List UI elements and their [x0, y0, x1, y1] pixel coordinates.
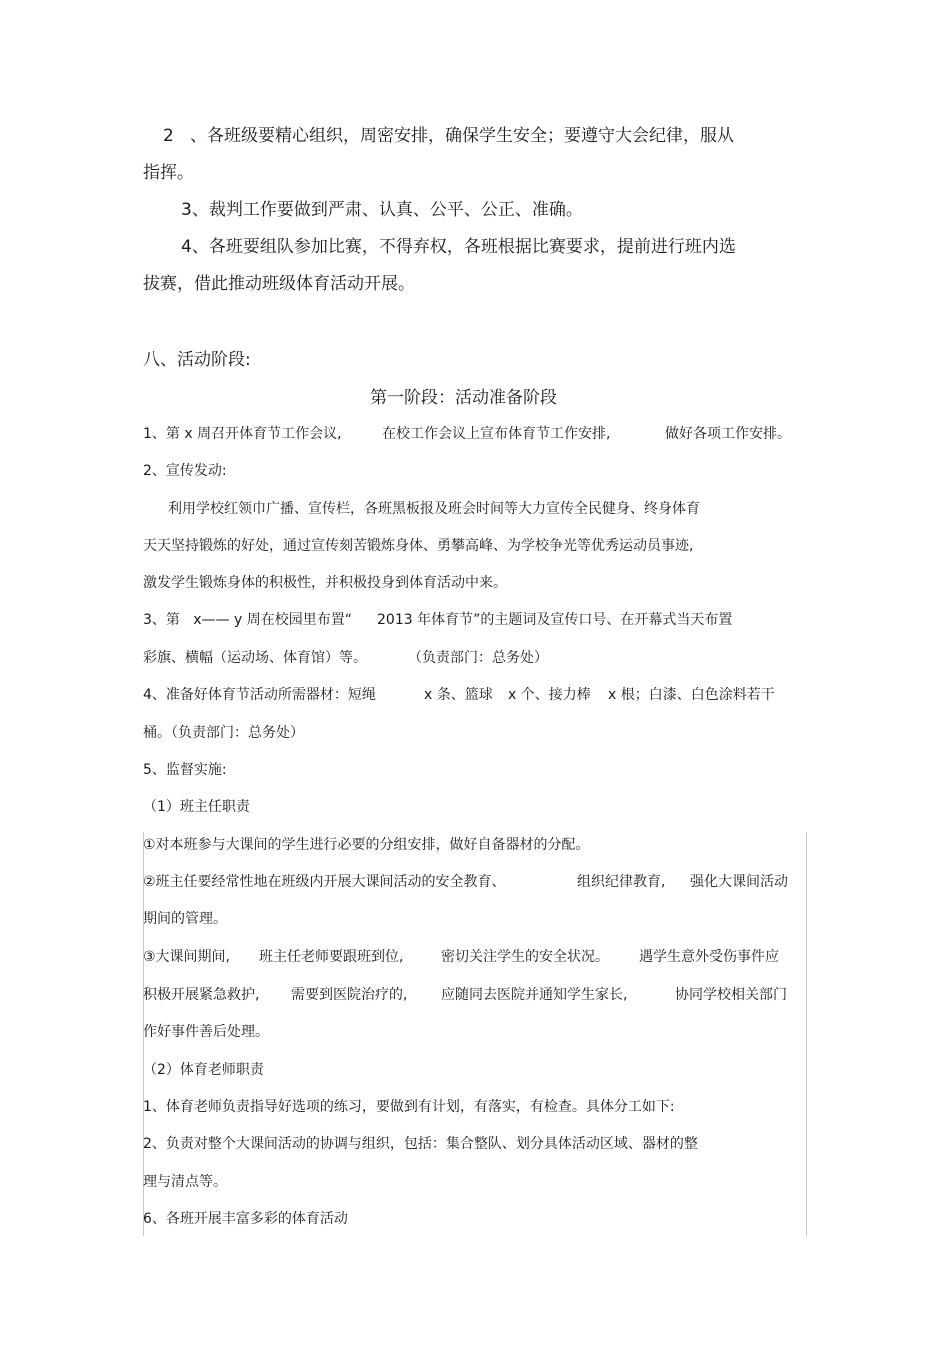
duty-2-title: （2）体育老师职责 — [143, 1062, 264, 1078]
duty-2-point-2-b: 理与清点等。 — [143, 1174, 227, 1190]
rule-2-text: 、各班级要精心组织，周密安排，确保学生安全；要遵守大会纪律，服从 — [190, 126, 734, 146]
item-3-part-c: 彩旗、横幅（运动场、体育馆）等。 — [143, 650, 367, 666]
rule-3-text: 3、裁判工作要做到严肃、认真、公平、公正、准确。 — [181, 200, 583, 220]
duty-1-point-3-c: 密切关注学生的安全状况。 — [441, 949, 609, 965]
vertical-rule-right — [806, 832, 807, 1236]
duty-1-point-2-b: 组织纪律教育, — [577, 874, 666, 890]
item-3-part-a: 3、第 x—— y 周在校园里布置“ — [143, 612, 352, 628]
duty-1-point-3-e: 积极开展紧急救护, — [143, 987, 260, 1003]
item-1-part-c: 做好各项工作安排。 — [665, 426, 791, 442]
duty-1-point-3-d: 遇学生意外受伤事件应 — [639, 949, 779, 965]
section-heading: 八、活动阶段: — [143, 350, 251, 370]
rule-2-continuation: 指挥。 — [143, 163, 194, 183]
duty-1-point-3-g: 应随同去医院并通知学生家长, — [441, 987, 628, 1003]
rule-4-text: 4、各班要组队参加比赛，不得弃权，各班根据比赛要求，提前进行班内选 — [181, 237, 736, 257]
rule-2-number: 2 — [163, 126, 174, 146]
duty-1-point-1: ①对本班参与大课间的学生进行必要的分组安排，做好自备器材的分配。 — [143, 837, 590, 853]
duty-1-point-3-f: 需要到医院治疗的, — [291, 987, 408, 1003]
item-4-part-e: 桶。（负责部门：总务处） — [143, 725, 304, 741]
item-4-part-c: x 个、接力棒 — [508, 687, 591, 703]
duty-1-title: （1）班主任职责 — [143, 799, 250, 815]
item-6-label: 6、各班开展丰富多彩的体育活动 — [143, 1211, 348, 1227]
item-1-part-b: 在校工作会议上宣布体育节工作安排, — [382, 426, 611, 442]
item-1-part-a: 1、第 x 周召开体育节工作会议, — [143, 426, 342, 442]
rule-4-continuation: 拔赛，借此推动班级体育活动开展。 — [143, 274, 415, 294]
duty-1-point-2-a: ②班主任要经常性地在班级内开展大课间活动的安全教育、 — [143, 874, 506, 890]
item-3-part-d: （负责部门：总务处） — [408, 650, 548, 666]
duty-2-point-1: 1、体育老师负责指导好选项的练习，要做到有计划，有落实，有检查。具体分工如下: — [143, 1099, 675, 1115]
item-4-part-b: x 条、篮球 — [424, 687, 493, 703]
duty-1-point-3-h: 协同学校相关部门 — [675, 987, 787, 1003]
duty-1-point-3-a: ③大课间期间, — [143, 949, 231, 965]
item-2-label: 2、宣传发动: — [143, 463, 227, 479]
duty-1-point-2-d: 期间的管理。 — [143, 911, 227, 927]
item-4-part-d: x 根；白漆、白色涂料若干 — [608, 687, 775, 703]
item-5-label: 5、监督实施: — [143, 762, 227, 778]
duty-2-point-2-a: 2、负责对整个大课间活动的协调与组织，包括：集合整队、划分具体活动区域、器材的整 — [143, 1136, 698, 1152]
item-4-part-a: 4、准备好体育节活动所需器材：短绳 — [143, 687, 376, 703]
duty-1-point-3-i: 作好事件善后处理。 — [143, 1024, 269, 1040]
duty-1-point-3-b: 班主任老师要跟班到位, — [259, 949, 404, 965]
stage-title: 第一阶段：活动准备阶段 — [370, 388, 557, 408]
item-3-part-b: 2013 年体育节”的主题词及宣传口号、在开幕式当天布置 — [377, 612, 733, 628]
item-2-line-1: 利用学校红领巾广播、宣传栏，各班黑板报及班会时间等大力宣传全民健身、终身体育 — [168, 501, 700, 517]
item-2-line-2: 天天坚持锻炼的好处，通过宣传刻苦锻炼身体、勇攀高峰、为学校争光等优秀运动员事迹, — [143, 538, 694, 554]
item-2-line-3: 激发学生锻炼身体的积极性，并积极投身到体育活动中来。 — [143, 575, 507, 591]
duty-1-point-2-c: 强化大课间活动 — [690, 874, 788, 890]
